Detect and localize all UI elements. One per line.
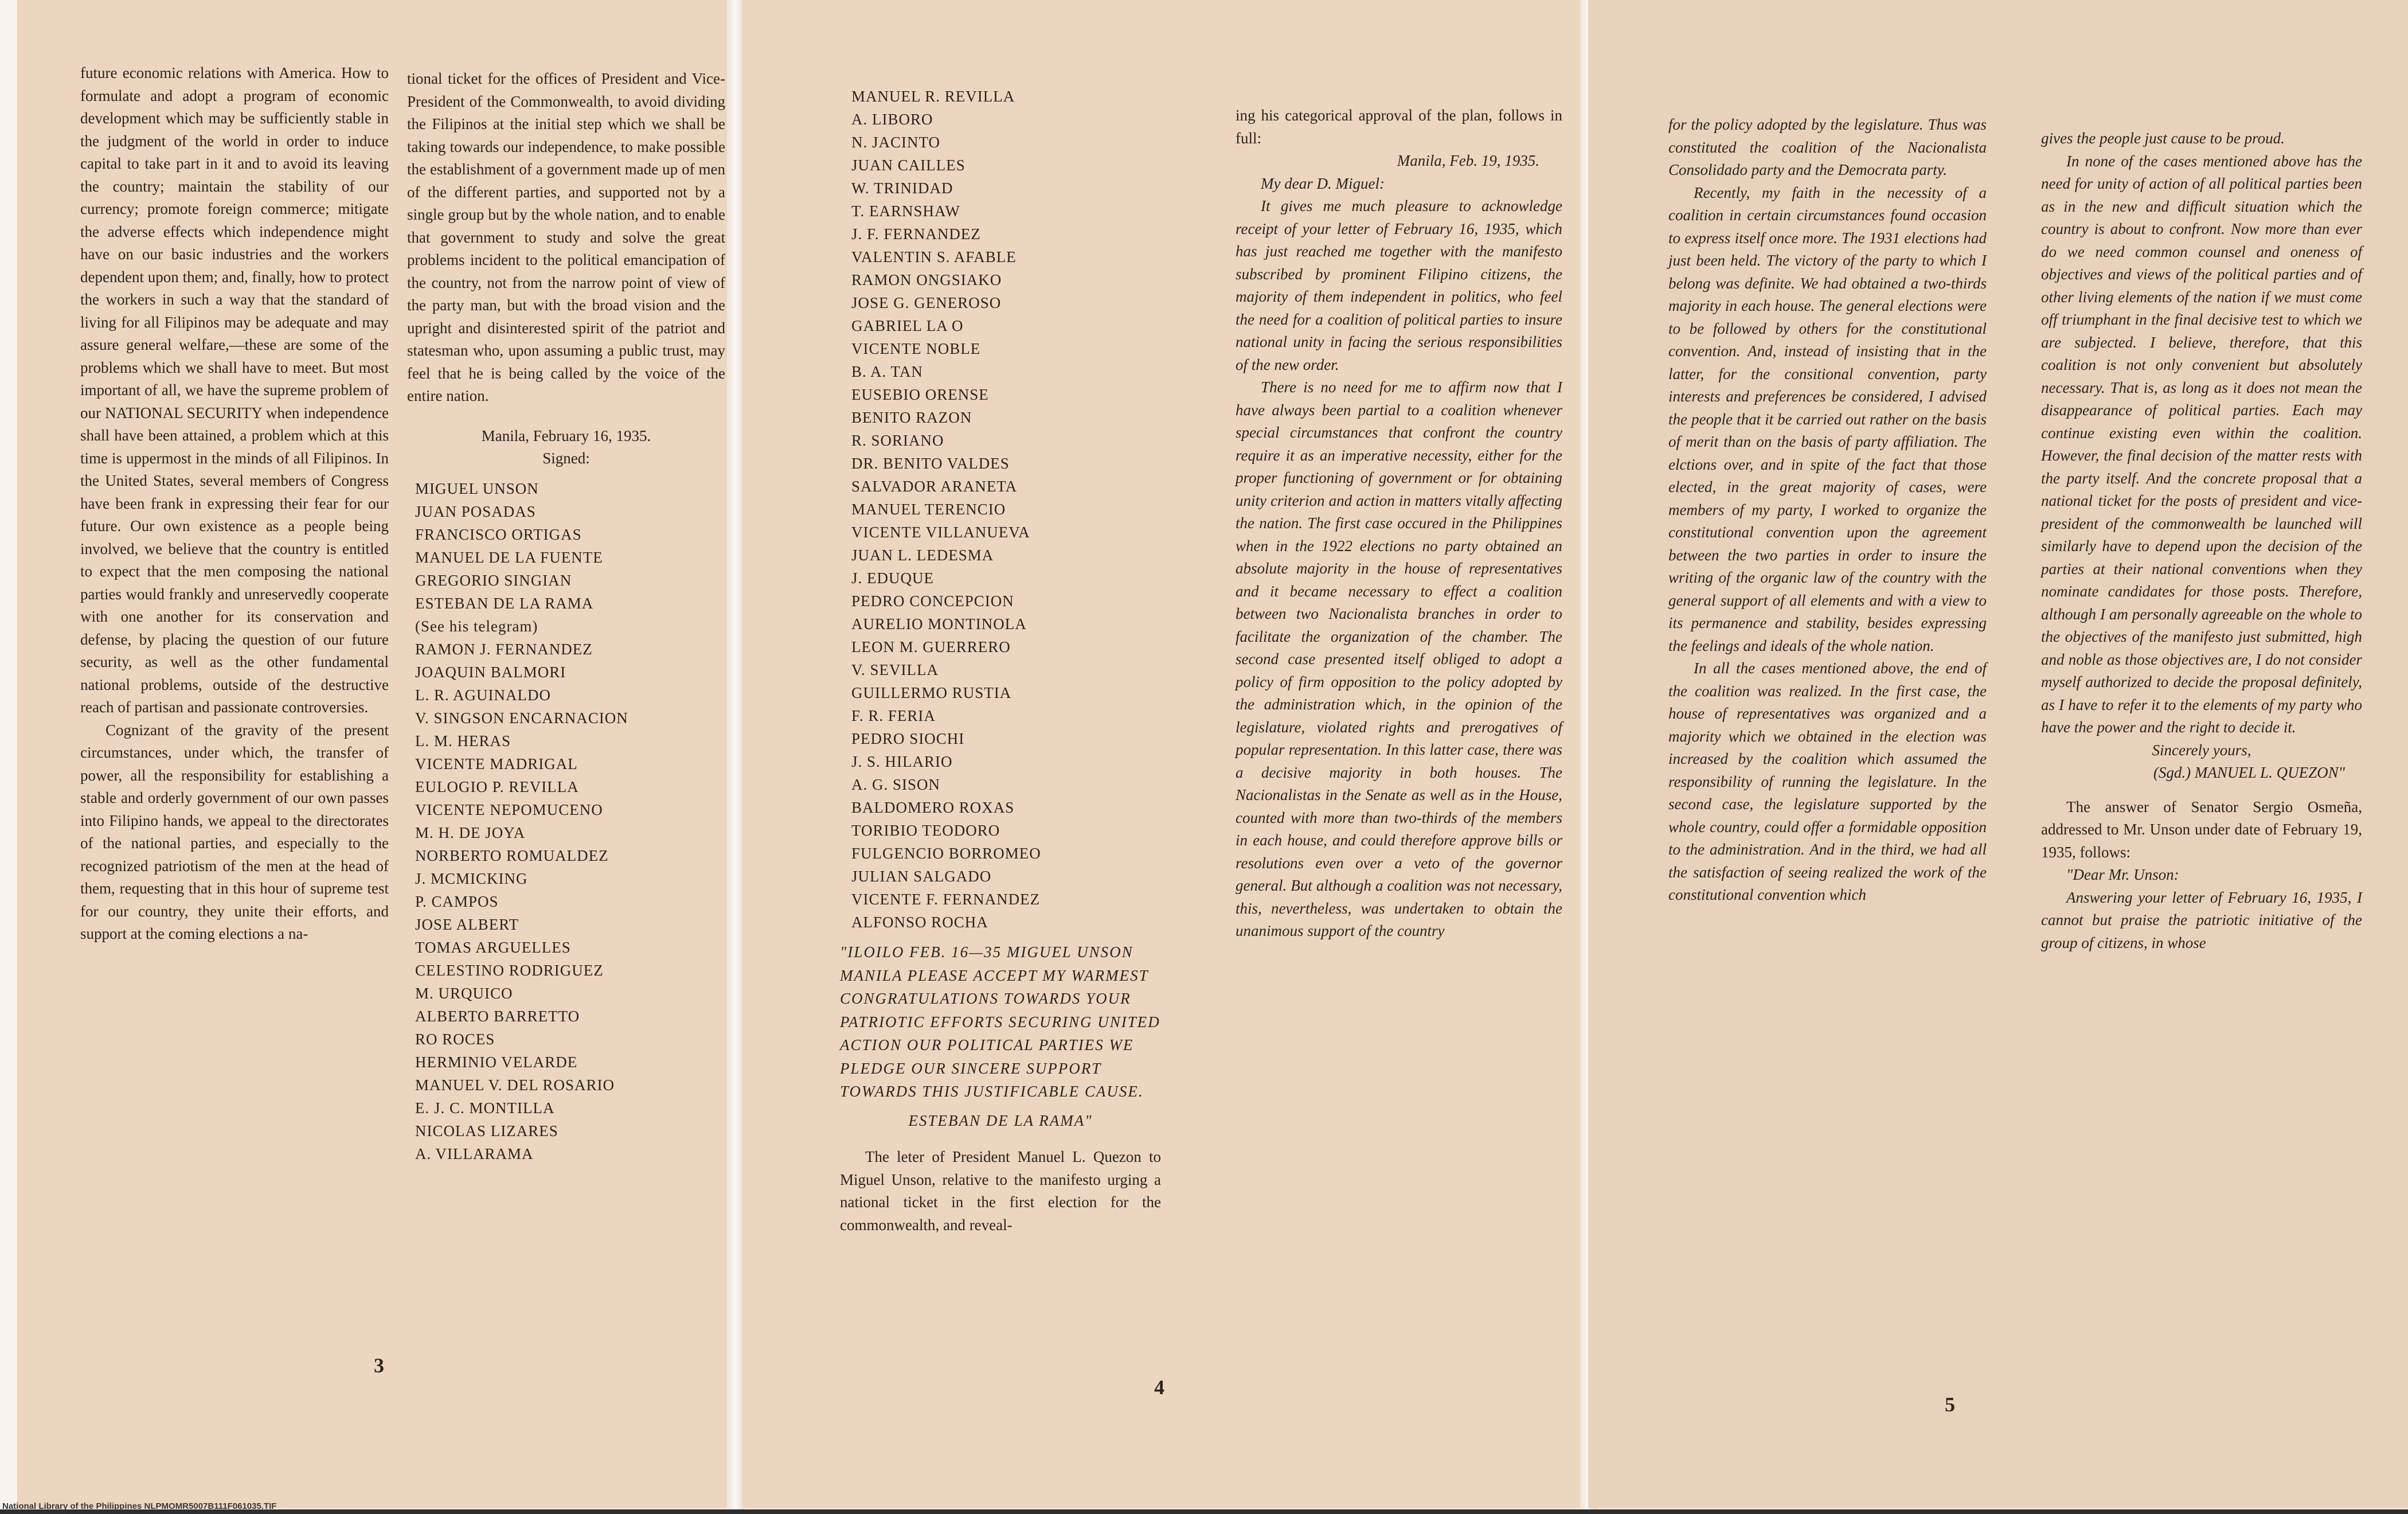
signatory-name: GABRIEL LA O xyxy=(851,317,964,334)
signatory-name: MIGUEL UNSON xyxy=(415,479,539,497)
page-3 xyxy=(17,0,728,1508)
paragraph: There is no need for me to affirm now that I have always been partial to a coalition whenever special circumstances that confront the country require it as an imperative necessity, either for the proper functioning of government or for obtaining unity criterion and action in matters vitally affecting the nation. The first case occured in the Philippines when in the 1922 elections no party obtained an absolute majority in the house of representatives and it became necessary to effect a coalition between two Nacionalista branches in order to facilitate the organization of the chamber. The second case presented itself obliged to adopt a policy of firm opposition to the policy adopted by the administration which, in the opinion of the legislature, violated rights and prerogatives of popular representation. In this latter case, there was a decisive majority in both houses. The Nacionalistas in the Senate as well as in the House, counted with more than two-thirds of the members in each house, and could therefore approve bills or resolutions even over a veto of the governor general. But although a coalition was not necessary, this, nevertheless, was undertaken to obtain the unanimous support of the country xyxy=(1236,378,1562,939)
signatory-name: AURELIO MONTINOLA xyxy=(851,615,1027,633)
signatory-name: J. MCMICKING xyxy=(415,869,528,887)
telegram-text: "ILOILO FEB. 16—35 MIGUEL UNSON MANILA PLEASE ACCEPT MY WARMEST CONGRATULATIONS TOWARDS YOUR PATRIOTIC EFFORTS SECURING UNITED ACTION OUR POLITICAL PARTIES WE PLEDGE OUR SINCERE SUPPORT TOWARDS THIS JUSTIFICABLE CAUSE. xyxy=(840,943,1160,1100)
page4-column-1 xyxy=(840,85,1161,1236)
signatory-name: JOAQUIN BALMORI xyxy=(415,663,566,681)
signatory-name: RO ROCES xyxy=(415,1030,495,1048)
telegram-signature: ESTEBAN DE LA RAMA" xyxy=(908,1111,1093,1129)
signatory-name: VALENTIN S. AFABLE xyxy=(851,248,1017,266)
signatory-name: T. EARNSHAW xyxy=(851,202,960,220)
signatory-name: ESTEBAN DE LA RAMA xyxy=(415,594,594,612)
signatory-name: VICENTE NEPOMUCENO xyxy=(415,801,603,818)
signatory-name: BENITO RAZON xyxy=(851,409,972,426)
signatory-name: DR. BENITO VALDES xyxy=(851,455,1010,472)
signatory-name: TORIBIO TEODORO xyxy=(851,822,1000,839)
page-number: 3 xyxy=(374,1354,384,1377)
scan-footer: National Library of the Philippines NLPMOMR5007B111F061035.TIF xyxy=(2,1501,277,1511)
page-number: 5 xyxy=(1945,1393,1955,1416)
signatory-name: SALVADOR ARANETA xyxy=(851,478,1018,495)
signatory-name: JOSE ALBERT xyxy=(415,915,519,933)
signatory-name: L. M. HERAS xyxy=(415,732,511,750)
signatory-name: TOMAS ARGUELLES xyxy=(415,938,571,956)
signatory-name: FRANCISCO ORTIGAS xyxy=(415,525,582,543)
signatory-name: E. J. C. MONTILLA xyxy=(415,1099,555,1117)
signatory-name: (See his telegram) xyxy=(415,617,538,635)
signatory-name: ALBERTO BARRETTO xyxy=(415,1007,580,1025)
signatory-name: MANUEL R. REVILLA xyxy=(851,88,1015,105)
signatory-name: R. SORIANO xyxy=(851,432,944,449)
signatory-name: RAMON J. FERNANDEZ xyxy=(415,640,593,658)
dateline: Manila, February 16, 1935. xyxy=(481,427,651,444)
signatory-name: MANUEL V. DEL ROSARIO xyxy=(415,1076,615,1094)
signatory-name: A. G. SISON xyxy=(851,776,941,793)
signatory-name: V. SINGSON ENCARNACION xyxy=(415,709,628,727)
page-5 xyxy=(1588,0,2408,1508)
paragraph: gives the people just cause to be proud. xyxy=(2041,130,2285,147)
page-fold xyxy=(727,0,744,1514)
signatory-name: GUILLERMO RUSTIA xyxy=(851,684,1012,701)
signatory-name: F. R. FERIA xyxy=(851,707,936,724)
signatory-name: BALDOMERO ROXAS xyxy=(851,799,1015,816)
letter-date: Manila, Feb. 19, 1935. xyxy=(1397,152,1539,169)
signatory-name: MANUEL DE LA FUENTE xyxy=(415,548,603,566)
signatory-name: EUSEBIO ORENSE xyxy=(851,386,989,403)
signatory-name: VICENTE F. FERNANDEZ xyxy=(851,891,1041,908)
paragraph: Answering your letter of February 16, 1935, I cannot but praise the patriotic initiative of the group of citizens, in whose xyxy=(2041,888,2362,951)
paragraph: for the policy adopted by the legislature. Thus was constituted the coalition of the Nacionalista Consolidado party and the Democrata party. xyxy=(1668,116,1987,178)
paragraph: It gives me much pleasure to acknowledge receipt of your letter of February 16, 1935, which has just reached me together with the manifesto subscribed by prominent Filipino citizens, the majority of them independent in politics, who feel the need for a coalition of political parties to insure national unity in facing the serious responsibilities of the new order. xyxy=(1236,197,1562,373)
paragraph: In none of the cases mentioned above has the need for unity of action of all political parties been as in the new and difficult situation which the country is about to confront. Now more than ever do we need common counsel and oneness of objectives and views of the political parties and of other living elements of the nation if we must come off triumphant in the final decisive test to which we are subjected. I believe, therefore, that this coalition is not only convenient but absolutely necessary. That is, as long as it does not mean the disappearance of political parties. Each may continue existing even within the coalition. However, the final decision of the matter rests with the party itself. And the concrete proposal that a national ticket for the posts of president and vice-president of the commonwealth be launched will similarly have to depend upon the decision of the parties at their national conventions when they nominate candidates for those posts. Therefore, although I am personally agreeable on the whole to the objectives of the manifesto just submitted, high and noble as those objectives are, I do not consider myself authorized to decide the proposal definitely, as I have to refer it to the elements of my party who have the power and the right to decide it. xyxy=(2041,152,2362,736)
signatory-name: M. H. DE JOYA xyxy=(415,824,526,841)
signatory-name: LEON M. GUERRERO xyxy=(851,638,1011,655)
signatory-name: A. LIBORO xyxy=(851,111,933,128)
signatory-name: JUAN CAILLES xyxy=(851,157,965,174)
signatory-name: JUAN L. LEDESMA xyxy=(851,547,994,564)
signatory-name: J. S. HILARIO xyxy=(851,753,953,770)
signatory-name: RAMON ONGSIAKO xyxy=(851,271,1002,288)
signatory-name: GREGORIO SINGIAN xyxy=(415,571,572,589)
signatory-name: FULGENCIO BORROMEO xyxy=(851,845,1041,862)
salutation: "Dear Mr. Unson: xyxy=(2066,866,2179,883)
signatory-name: V. SEVILLA xyxy=(851,661,939,678)
signed-label: Signed: xyxy=(542,450,590,467)
page-4 xyxy=(742,0,1597,1508)
signatory-name: PEDRO CONCEPCION xyxy=(851,592,1014,610)
signatory-name: J. F. FERNANDEZ xyxy=(851,225,981,243)
signatory-name: L. R. AGUINALDO xyxy=(415,686,551,704)
paragraph: ing his categorical approval of the plan, follows in full: xyxy=(1236,107,1562,147)
paragraph: tional ticket for the offices of President and Vice-President of the Commonwealth, to avoid dividing the Filipinos at the initial step which we shall be taking towards our independence, to make possible the establishment of a government made up of men of the different parties, and supported not by a single group but by the whole nation, and to enable that government to study and solve the great problems incident to the political emancipation of the country, not from the narrow point of view of the party man, but with the broad vision and the upright and disinterested spirit of the patriot and statesman who, upon assuming a public trust, may feel that he is being called by the voice of the entire nation. xyxy=(407,70,725,404)
signatory-name: ALFONSO ROCHA xyxy=(851,914,988,931)
paragraph: The answer of Senator Sergio Osmeña, addressed to Mr. Unson under date of February 19, 1935, follows: xyxy=(2041,798,2362,861)
page3-column-2 xyxy=(407,68,725,1165)
page-number: 4 xyxy=(1154,1376,1164,1399)
signatory-name: N. JACINTO xyxy=(851,134,941,151)
signatory-name: VICENTE NOBLE xyxy=(851,340,981,357)
closing: Sincerely yours, xyxy=(2152,741,2251,759)
signatory-name: VICENTE VILLANUEVA xyxy=(851,524,1030,541)
page4-column-2 xyxy=(1236,104,1562,943)
signatory-name: A. VILLARAMA xyxy=(415,1145,534,1162)
signatory-name: NICOLAS LIZARES xyxy=(415,1122,558,1140)
paragraph: Cognizant of the gravity of the present circumstances, under which, the transfer of power, all the responsibility for establishing a stable and orderly government of our own passes into Filipino hands, we appeal to the directorates of the national parties, and especially to the recognized patriotism of the men at the head of them, requesting that in this hour of supreme test for our country, they unite their efforts, and support at the coming elections a na- xyxy=(80,721,389,942)
paragraph: In all the cases mentioned above, the end of the coalition was realized. In the first case, the house of representatives was organized and a majority which we obtained in the election was increased by the coalition which assumed the responsibility of running the legislature. In the second case, the legislature supported by the whole country, could offer a formidable opposition to the administration. And in the third, we had all the satisfaction of seeing realized the work of the constitutional convention which xyxy=(1668,660,1987,903)
signatory-name: M. URQUICO xyxy=(415,984,513,1002)
signatory-name: P. CAMPOS xyxy=(415,892,499,910)
signature: (Sgd.) MANUEL L. QUEZON" xyxy=(2153,764,2345,781)
signatory-list xyxy=(840,85,1161,934)
page5-column-2 xyxy=(2041,127,2362,954)
signatory-name: J. EDUQUE xyxy=(851,569,934,587)
paragraph: The leter of President Manuel L. Quezon to Miguel Unson, relative to the manifesto urging a national ticket in the first election for the commonwealth, and reveal- xyxy=(840,1148,1161,1234)
paragraph: Recently, my faith in the necessity of a coalition in certain circumstances found occasion to express itself once more. The 1931 elections had just been held. The victory of the party to which I belong was definite. We had obtained a two-thirds majority in each house. The general elections were to be followed by others for the constitutional convention. And, instead of insisting that in the latter, for the consitional convention, party interests and preferences be considered, I advised the people that it be carried out rather on the basis of merit than on the basis of party affiliation. The elctions over, and in spite of the fact that those elected, in the great majority of cases, were members of my party, I worked to organize the constitutional convention upon the agreement between the two parties in order to insure the writing of the organic law of the country with the general support of all elements and with a view to its permanence and stability, besides expressing the feelings and ideals of the whole nation. xyxy=(1668,184,1987,654)
salutation: My dear D. Miguel: xyxy=(1261,174,1385,192)
signatory-name: W. TRINIDAD xyxy=(851,180,953,197)
signatory-name: JULIAN SALGADO xyxy=(851,868,992,885)
signatory-name: JOSE G. GENEROSO xyxy=(851,294,1002,311)
signatory-name: B. A. TAN xyxy=(851,363,923,380)
paragraph: future economic relations with America. How to formulate and adopt a program of economic development which may be sufficiently stable in the judgment of the world in order to induce capital to take part in it and to avoid its leaving the country; maintain the stability of our currency; promote foreign commerce; mitigate the adverse effects which independence might have on our basic industries and the workers dependent upon them; and, finally, how to protect the workers in such a way that the standard of living for all Filipinos may be adequate and may assure general welfare,—these are some of the problems which we shall have to meet. But most important of all, we have the supreme problem of our NATIONAL SECURITY when independence shall have been attained, a problem which at this time is uppermost in the minds of all Filipinos. In the United States, several members of Congress have been frank in expressing their fear for our future. Our own existence as a people being involved, we believe that the country is entitled to expect that the men composing the national parties would frankly and unreservedly cooperate with one another for its conservation and defense, by placing the question of our future security, as well as the other fundamental national problems, outside of the destructive reach of partisan and passionate controversies. xyxy=(80,64,389,716)
scan-bottom-bar xyxy=(0,1509,2408,1514)
page3-column-1 xyxy=(80,62,389,946)
signatory-list xyxy=(407,477,725,1165)
signatory-name: HERMINIO VELARDE xyxy=(415,1053,578,1071)
signatory-name: JUAN POSADAS xyxy=(415,502,536,520)
signatory-name: VICENTE MADRIGAL xyxy=(415,755,578,772)
signatory-name: PEDRO SIOCHI xyxy=(851,730,965,747)
signatory-name: EULOGIO P. REVILLA xyxy=(415,778,579,795)
page5-column-1 xyxy=(1668,114,1987,907)
signatory-name: MANUEL TERENCIO xyxy=(851,501,1006,518)
signatory-name: CELESTINO RODRIGUEZ xyxy=(415,961,604,979)
signatory-name: NORBERTO ROMUALDEZ xyxy=(415,846,609,864)
